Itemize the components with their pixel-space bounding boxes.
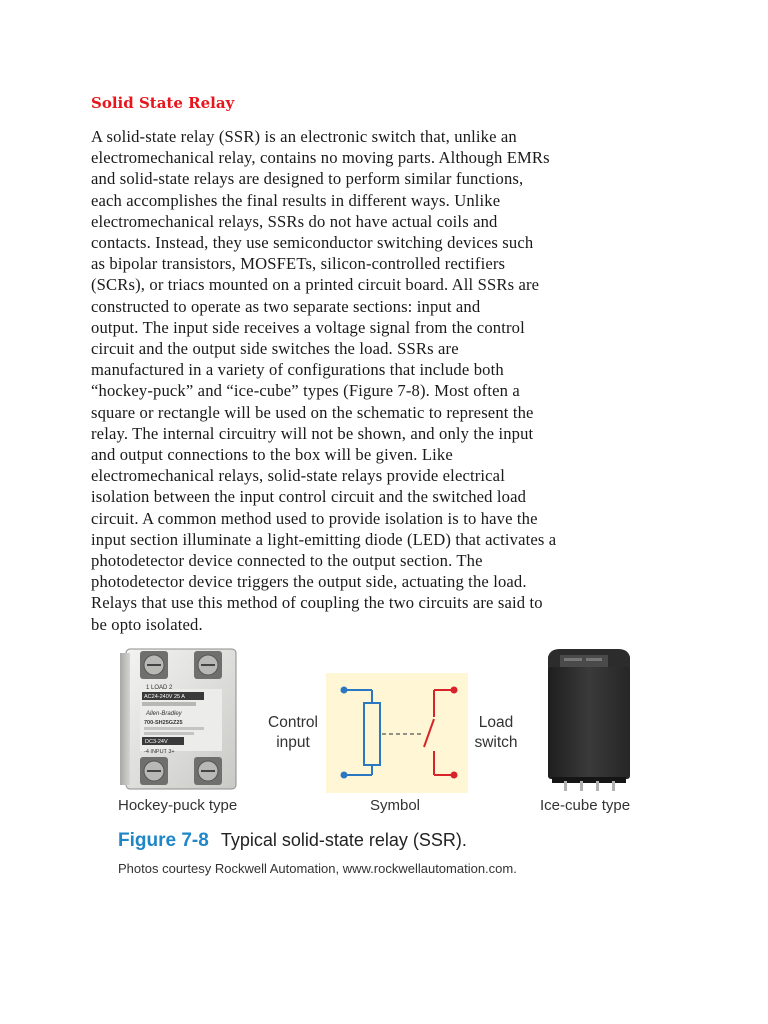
paragraph-line: square or rectangle will be used on the schematic to represent the bbox=[91, 402, 534, 422]
paragraph-line: circuit and the output side switches the load. SSRs are bbox=[91, 339, 459, 359]
paragraph-line: relay. The internal circuitry will not be shown, and only the input bbox=[91, 423, 534, 443]
paragraph-line: be opto isolated. bbox=[91, 614, 203, 634]
puck-load-label: 1 LOAD 2 bbox=[146, 685, 173, 691]
paragraph-line: photodetector device connected to the output section. The bbox=[91, 551, 483, 571]
paragraph-line: electromechanical relays, solid-state relays provide electrical bbox=[91, 466, 505, 486]
puck-brand-label: Allen-Bradley bbox=[146, 711, 182, 717]
paragraph-line: circuit. A common method used to provide isolation is to have the bbox=[91, 508, 538, 528]
figure-number: Figure 7-8 bbox=[118, 830, 209, 851]
puck-rating-label: AC24-240V 25 A bbox=[144, 694, 185, 700]
ssr-symbol-diagram bbox=[326, 673, 468, 793]
hockey-puck-caption: Hockey-puck type bbox=[118, 797, 238, 814]
paragraph-line: photodetector device triggers the output side, actuating the load. bbox=[91, 572, 527, 592]
ice-cube-caption: Ice-cube type bbox=[540, 797, 631, 814]
puck-model-label: 700-SH25GZ25 bbox=[144, 720, 183, 726]
paragraph-line: as bipolar transistors, MOSFETs, silicon-controlled rectifiers bbox=[91, 254, 506, 274]
paragraph-line: “hockey-puck” and “ice-cube” types (Figure 7-8). Most often a bbox=[91, 381, 520, 401]
paragraph-line: output. The input side receives a voltage signal from the control bbox=[91, 317, 525, 337]
paragraph-line: electromechanical relay, contains no moving parts. Although EMRs bbox=[91, 148, 550, 168]
puck-input-terminals: -4 INPUT 3+ bbox=[144, 749, 175, 755]
hockey-puck-relay-image bbox=[118, 645, 243, 793]
paragraph-line: Relays that use this method of coupling the two circuits are said to bbox=[91, 593, 543, 613]
figure-title: Typical solid-state relay (SSR). bbox=[220, 830, 467, 850]
paragraph-line: electromechanical relays, SSRs do not have actual coils and bbox=[91, 211, 498, 231]
paragraph-line: contacts. Instead, they use semiconductor switching devices such bbox=[91, 233, 534, 253]
paragraph-line: isolation between the input control circuit and the switched load bbox=[91, 487, 527, 507]
paragraph-line: A solid-state relay (SSR) is an electronic switch that, unlike an bbox=[91, 127, 517, 146]
paragraph-line: (SCRs), or triacs mounted on a printed circuit board. All SSRs are bbox=[91, 275, 540, 295]
paragraph-line: input section illuminate a light-emitting diode (LED) that activates a bbox=[91, 529, 557, 549]
load-switch-label: Load switch bbox=[474, 714, 518, 751]
paragraph-line: each accomplishes the final results in different ways. Unlike bbox=[91, 190, 501, 210]
paragraph-line: and solid-state relays are designed to perform similar functions, bbox=[91, 169, 524, 189]
section-heading: Solid State Relay bbox=[91, 94, 235, 112]
paragraph-line: constructed to operate as two separate sections: input and bbox=[91, 296, 481, 316]
paragraph-line: manufactured in a variety of configurations that include both bbox=[91, 360, 504, 380]
figure-credit: Photos courtesy Rockwell Automation, www.rockwellautomation.com. bbox=[118, 861, 517, 876]
figure-caption bbox=[118, 830, 467, 852]
puck-input-label: DC3-24V bbox=[145, 739, 168, 745]
symbol-caption: Symbol bbox=[370, 797, 421, 814]
paragraph-line: and output connections to the box will be given. Like bbox=[91, 445, 453, 465]
control-input-label: Control input bbox=[268, 714, 318, 751]
ice-cube-relay-image bbox=[542, 645, 634, 793]
